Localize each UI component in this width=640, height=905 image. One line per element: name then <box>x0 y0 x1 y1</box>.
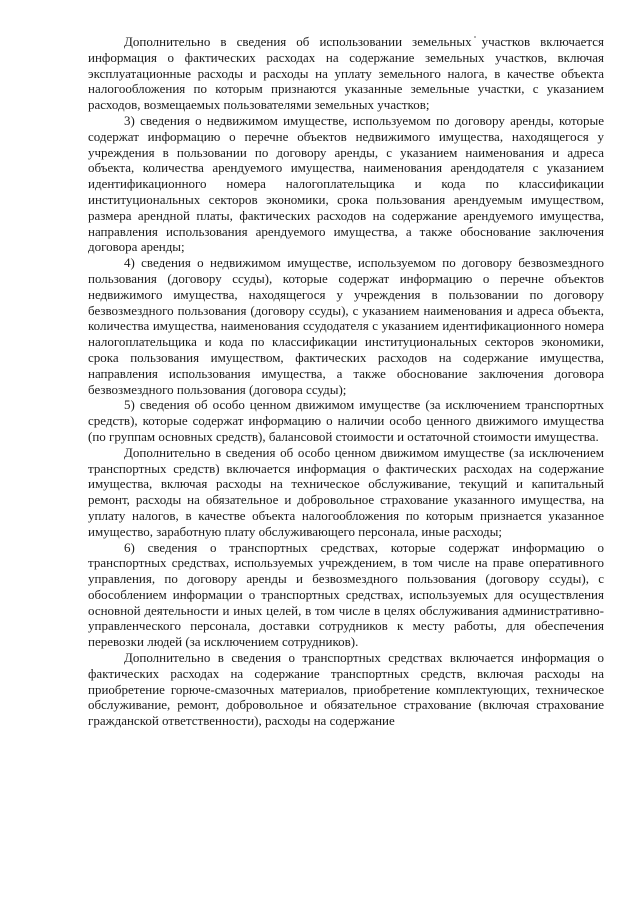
paragraph-land-expenses: Дополнительно в сведения об использовании земельных участков включается информация о фактических расходах на содержание земельных участков, включая эксплуатационные расходы и расходы на уплату земельного налога, в качестве объекта налогообложения по которым признаются указанные земельные участки, с указанием расходов, возмещаемых пользователями земельных участков; <box>88 34 604 113</box>
paragraph-item-3-lease: 3) сведения о недвижимом имуществе, используемом по договору аренды, которые содержат информацию о перечне объектов недвижимого имущества, находящегося у учреждения в пользовании по договору аренды, с указанием наименования и адреса объекта, количества арендуемого имущества, наименования арендодателя с указанием идентификационного номера налогоплательщика и кода по классификации институциональных секторов экономики, срока пользования арендуемым имуществом, размера арендной платы, фактических расходов на содержание арендуемого имущества, направления использования арендуемого имущества, а также обоснование заключения договора аренды; <box>88 112 604 255</box>
paragraph-item-6-vehicles: 6) сведения о транспортных средствах, которые содержат информацию о транспортных средствах, используемых учреждением, в том числе на праве оперативного управления, по договору аренды и безвозмездного пользования (договору ссуды), с обособлением информации о транспортных средствах, используемых для осуществления основной деятельности и иных целей, в том числе в целях обслуживания административно-управленческого персонала, доставки сотрудников к месту работы, для обеспечения перевозки людей (за исключением сотрудников). <box>88 539 604 650</box>
paragraph-item-5-valuable-property: 5) сведения об особо ценном движимом имуществе (за исключением транспортных средств), которые содержат информацию о наличии особо ценного движимого имущества (по группам основных средств), балансовой стоимости и остаточной стоимости имущества. <box>88 397 604 444</box>
paragraph-item-4-free-use: 4) сведения о недвижимом имуществе, используемом по договору безвозмездного пользования (договору ссуды), которые содержат информацию о перечне объектов недвижимого имущества, находящегося у учреждения в пользовании по договору безвозмездного пользования (договору ссуды), с указанием наименования и адреса объекта, количества имущества, наименования ссудодателя с указанием идентификационного номера налогоплательщика и кода по классификации институциональных секторов экономики, срока пользования имуществом, фактических расходов на содержание имущества, направления использования имущества, а также обоснование заключения договора безвозмездного пользования (договора ссуды); <box>88 255 604 397</box>
paragraph-vehicle-expenses: Дополнительно в сведения о транспортных средствах включается информация о фактических расходах на содержание транспортных средств, включая расходы на приобретение горюче-смазочных материалов, приобретение комплектующих, техническое обслуживание, ремонт, добровольное и обязательное страхование (включая страхование гражданской ответственности), расходы на содержание <box>88 650 604 729</box>
document-body <box>88 34 604 729</box>
paragraph-valuable-property-expenses: Дополнительно в сведения об особо ценном движимом имуществе (за исключением транспортных средств) включается информация о фактических расходах на содержание имущества, включая расходы на техническое обслуживание, текущий и капитальный ремонт, расходы на обязательное и добровольное страхование указанного имущества, на уплату налогов, в качестве объекта налогообложения по которым признается указанное имущество, заработную плату обслуживающего персонала, иные расходы; <box>88 444 604 539</box>
